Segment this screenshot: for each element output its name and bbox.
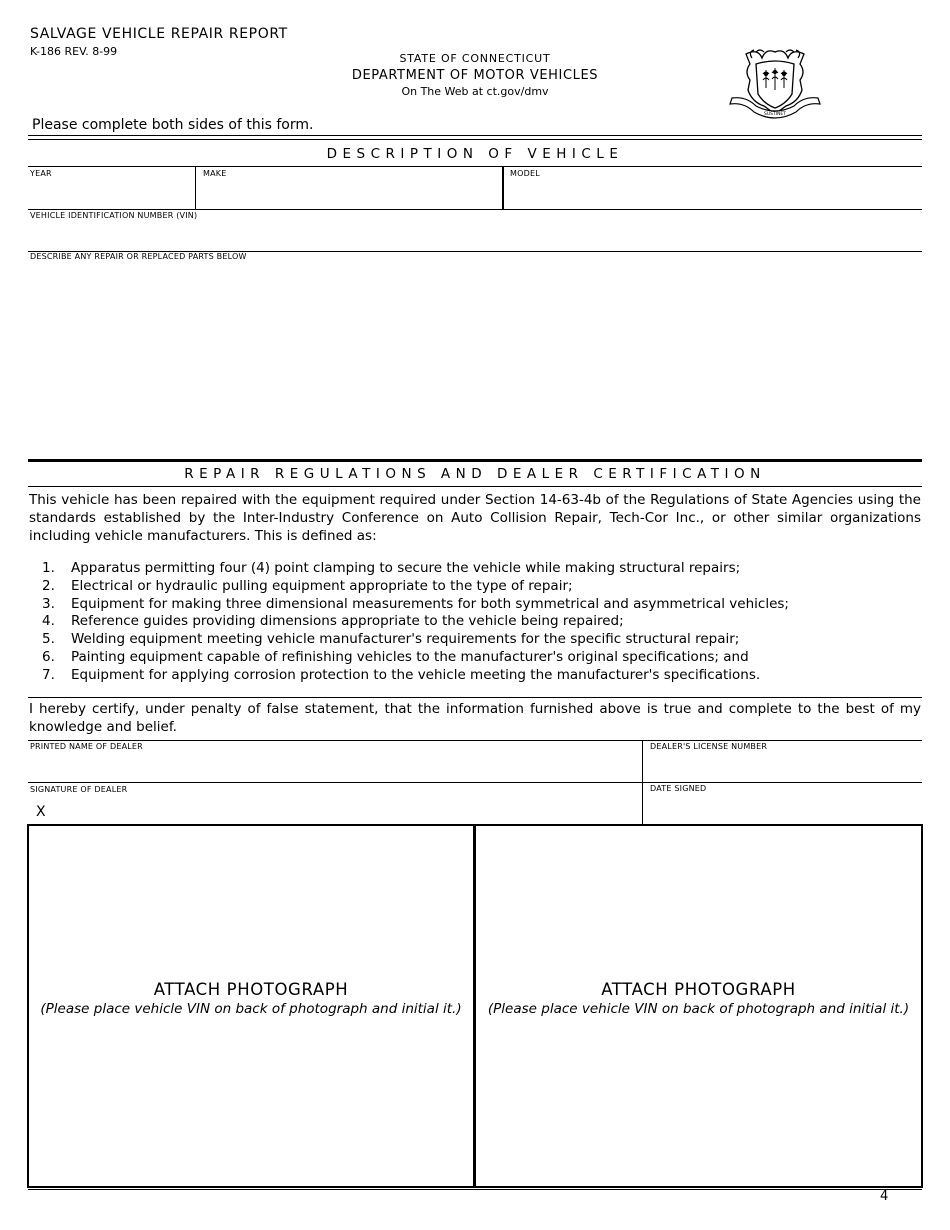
list-item [42, 578, 912, 596]
photo-box-right[interactable] [474, 824, 923, 1188]
list-text: Painting equipment capable of refinishing vehicles to the manufacturer's original specifications; and [71, 648, 749, 665]
list-number: 4. [42, 613, 55, 630]
photo-box-left[interactable] [27, 824, 475, 1188]
list-number: 7. [42, 666, 55, 683]
seal-motto: SUSTINET [763, 112, 787, 117]
year-field[interactable] [28, 167, 195, 209]
header-rule-top [28, 135, 922, 136]
dealer-license-field[interactable] [643, 741, 922, 782]
list-item [42, 560, 912, 578]
photo-title: ATTACH PHOTOGRAPH [153, 980, 349, 999]
list-text: Apparatus permitting four (4) point clamping to secure the vehicle while making structural repairs; [71, 560, 741, 576]
header-rule-bottom [28, 139, 922, 140]
list-text: Reference guides providing dimensions appropriate to the vehicle being repaired; [71, 613, 624, 630]
dealer-license-label: DEALER'S LICENSE NUMBER [650, 742, 768, 751]
list-item [42, 649, 912, 667]
photo-title: ATTACH PHOTOGRAPH [601, 980, 796, 999]
form-title: SALVAGE VEHICLE REPAIR REPORT [30, 26, 288, 42]
list-number: 5. [42, 631, 55, 648]
state-seal-icon [726, 44, 824, 126]
instructions-text: Please complete both sides of this form. [32, 117, 314, 133]
page-number: 4 [880, 1189, 889, 1204]
model-field[interactable] [504, 167, 922, 209]
regulations-section-title: REPAIR REGULATIONS AND DEALER CERTIFICATION [184, 466, 766, 482]
make-label: MAKE [203, 169, 227, 178]
photo-note: (Please place vehicle VIN on back of photograph and initial it.) [487, 1001, 910, 1017]
dealer-signature-label: SIGNATURE OF DEALER [30, 785, 128, 794]
list-item [42, 613, 912, 631]
certification-statement: I hereby certify, under penalty of false statement, that the information furnished above is true and complete to the best of my knowledge and belief. [29, 701, 921, 735]
year-label: YEAR [30, 169, 52, 178]
divider [28, 486, 922, 487]
repairs-label: DESCRIBE ANY REPAIR OR REPLACED PARTS BELOW [30, 252, 247, 261]
list-number: 2. [42, 577, 55, 594]
list-text: Equipment for applying corrosion protection to the vehicle meeting the manufacturer's specifications. [71, 666, 761, 683]
vehicle-section-title: DESCRIPTION OF VEHICLE [326, 146, 624, 162]
dealer-name-field[interactable] [28, 741, 642, 782]
vin-label: VEHICLE IDENTIFICATION NUMBER (VIN) [30, 211, 198, 220]
list-number: 3. [42, 595, 55, 612]
repairs-textarea[interactable] [28, 262, 922, 458]
state-name: STATE OF CONNECTICUT [399, 52, 551, 65]
equipment-list [42, 560, 912, 685]
list-item [42, 631, 912, 649]
list-text: Welding equipment meeting vehicle manufacturer's requirements for the specific structural repair; [71, 631, 740, 648]
section-rule [28, 459, 922, 462]
date-signed-label: DATE SIGNED [650, 784, 707, 793]
photo-note: (Please place vehicle VIN on back of photograph and initial it.) [40, 1001, 462, 1017]
date-signed-field[interactable] [643, 783, 922, 824]
signature-x-mark: X [36, 804, 46, 820]
list-item [42, 667, 912, 685]
department-name: DEPARTMENT OF MOTOR VEHICLES [351, 68, 599, 83]
vin-field[interactable] [28, 210, 922, 251]
footer-rule [28, 1189, 922, 1190]
dealer-name-label: PRINTED NAME OF DEALER [30, 742, 143, 751]
regulations-intro: This vehicle has been repaired with the equipment required under Section 14-63-4b of the Regulations of State Agencies using the standards established by the Inter-Industry Conference on Auto Collision Repair, Tech-Cor Inc., or other similar organizations including vehicle manufacturers. This is defined as: [29, 492, 921, 544]
web-address: On The Web at ct.gov/dmv [401, 85, 549, 98]
dealer-signature-field[interactable] [28, 783, 642, 824]
model-label: MODEL [510, 169, 540, 178]
list-text: Equipment for making three dimensional measurements for both symmetrical and asymmetrical vehicles; [71, 595, 789, 612]
make-field[interactable] [196, 167, 502, 209]
list-number: 6. [42, 648, 55, 665]
list-number: 1. [42, 560, 55, 576]
divider [28, 697, 922, 698]
form-number: K-186 REV. 8-99 [30, 45, 118, 58]
list-item [42, 596, 912, 614]
list-text: Electrical or hydraulic pulling equipment appropriate to the type of repair; [71, 577, 573, 594]
